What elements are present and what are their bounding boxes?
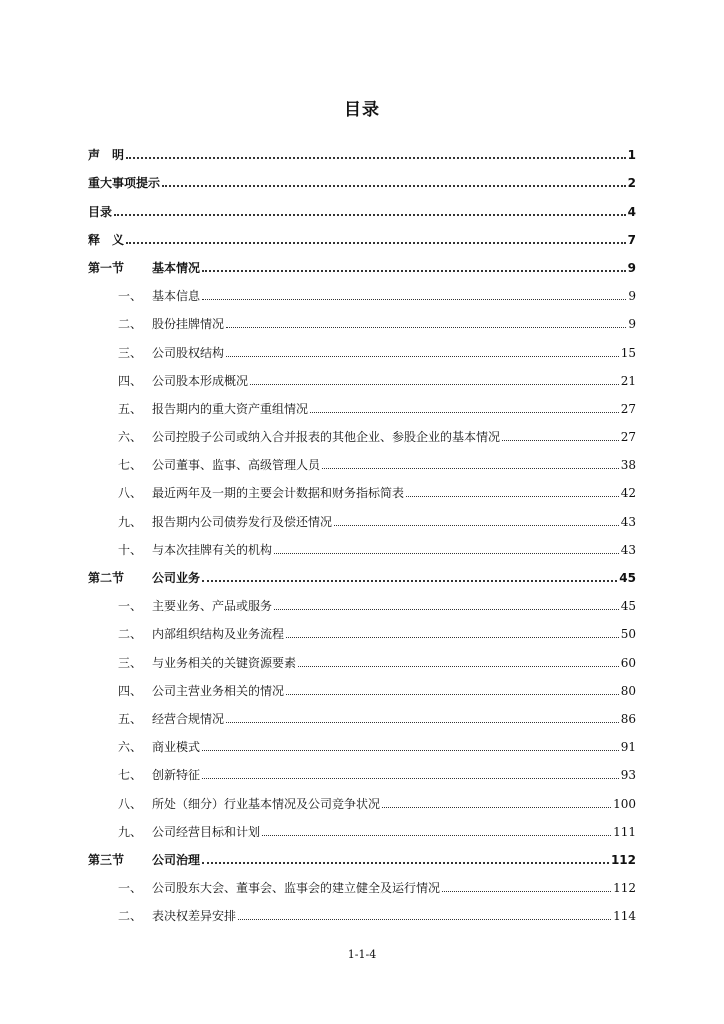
toc-entry-label: 公司股东大会、董事会、监事会的建立健全及运行情况 <box>152 881 441 896</box>
toc-entry-page-number: 7 <box>627 232 636 247</box>
dot-leader <box>202 862 609 864</box>
toc-entry-label: 声 明 <box>88 148 125 163</box>
toc-entry[interactable] <box>88 726 636 754</box>
toc-entry-number: 第三节 <box>88 852 125 867</box>
toc-entry-label: 与业务相关的关键资源要素 <box>152 655 297 670</box>
toc-entry-label: 表决权差异安排 <box>152 909 237 924</box>
toc-entry-label: 公司主营业务相关的情况 <box>152 683 285 698</box>
toc-entry[interactable] <box>88 500 636 528</box>
toc-entry-number: 九、 <box>118 824 143 839</box>
dot-leader <box>238 919 611 920</box>
toc-entry-label: 重大事项提示 <box>88 176 161 191</box>
toc-entry-page-number: 43 <box>620 542 636 557</box>
dot-leader <box>442 891 611 892</box>
toc-entry-page-number: 60 <box>620 655 636 670</box>
toc-entry-page-number: 21 <box>620 373 636 388</box>
toc-entry[interactable] <box>88 303 636 331</box>
toc-entry-page-number: 112 <box>610 852 636 867</box>
toc-entry[interactable] <box>88 670 636 698</box>
toc-entry-page-number: 93 <box>620 768 636 783</box>
dot-leader <box>202 299 626 300</box>
dot-leader <box>202 270 626 272</box>
toc-entry-number: 二、 <box>118 909 143 924</box>
toc-entry-number: 一、 <box>118 881 143 896</box>
toc-entry-label: 主要业务、产品或服务 <box>152 599 273 614</box>
dot-leader <box>202 580 617 582</box>
dot-leader <box>502 440 619 441</box>
dot-leader <box>382 807 611 808</box>
toc-entry[interactable] <box>88 388 636 416</box>
toc-entry[interactable] <box>88 613 636 641</box>
toc-entry-page-number: 15 <box>620 345 636 360</box>
toc-entry-page-number: 9 <box>628 289 636 304</box>
toc-entry-label: 创新特征 <box>152 768 201 783</box>
toc-entry[interactable] <box>88 219 636 247</box>
dot-leader <box>334 525 619 526</box>
toc-entry[interactable] <box>88 331 636 359</box>
dot-leader <box>286 637 619 638</box>
toc-entry[interactable] <box>88 134 636 162</box>
dot-leader <box>162 185 626 187</box>
toc-entry-number: 三、 <box>118 345 143 360</box>
toc-entry-number: 二、 <box>118 627 143 642</box>
toc-entry-page-number: 91 <box>620 740 636 755</box>
dot-leader <box>274 609 619 610</box>
toc-entry[interactable] <box>88 162 636 190</box>
toc-entry[interactable] <box>88 867 636 895</box>
toc-entry-number: 第二节 <box>88 571 125 585</box>
toc-entry-label: 股份挂牌情况 <box>152 317 225 332</box>
dot-leader <box>274 553 619 554</box>
toc-entry-page-number: 43 <box>620 514 636 529</box>
toc-entry-number: 二、 <box>118 317 143 332</box>
toc-entry-number: 八、 <box>118 796 143 811</box>
dot-leader <box>226 356 619 357</box>
toc-entry[interactable] <box>88 444 636 472</box>
toc-entry-page-number: 100 <box>613 796 636 811</box>
toc-entry-page-number: 27 <box>620 401 636 416</box>
dot-leader <box>310 412 619 413</box>
toc-entry[interactable] <box>88 557 636 585</box>
toc-entry-label: 所处（细分）行业基本情况及公司竞争状况 <box>152 796 381 811</box>
dot-leader <box>226 722 619 723</box>
toc-entry-label: 公司经营目标和计划 <box>152 824 261 839</box>
toc-entry-number: 八、 <box>118 486 143 501</box>
toc-entry[interactable] <box>88 529 636 557</box>
toc-entry-number: 六、 <box>118 740 143 755</box>
toc-entry[interactable] <box>88 754 636 782</box>
toc-entry-label: 公司控股子公司或纳入合并报表的其他企业、参股企业的基本情况 <box>152 430 501 445</box>
toc-entry-page-number: 2 <box>627 176 636 191</box>
dot-leader <box>286 694 619 695</box>
toc-entry-label: 基本信息 <box>152 289 201 304</box>
toc-entry-label: 商业模式 <box>152 740 201 755</box>
toc-entry-label: 公司治理 <box>152 852 201 867</box>
toc-entry-page-number: 45 <box>619 571 636 585</box>
dot-leader <box>202 778 619 779</box>
dot-leader <box>250 384 619 385</box>
toc-entry-number: 七、 <box>118 768 143 783</box>
toc-entry-number: 第一节 <box>88 260 125 275</box>
toc-entry-number: 一、 <box>118 599 143 614</box>
page-title: 目录 <box>344 100 380 120</box>
toc-entry-number: 九、 <box>118 514 143 529</box>
toc-entry[interactable] <box>88 275 636 303</box>
toc-entry-page-number: 27 <box>620 430 636 445</box>
toc-entry-page-number: 4 <box>627 204 636 219</box>
toc-entry-number: 四、 <box>118 373 143 388</box>
toc-entry-page-number: 1 <box>627 148 636 163</box>
toc-entry-page-number: 45 <box>620 599 636 614</box>
toc-entry-number: 三、 <box>118 655 143 670</box>
toc-entry-label: 公司股权结构 <box>152 345 225 360</box>
toc-entry-label: 基本情况 <box>152 260 201 275</box>
toc-entry-page-number: 38 <box>620 458 636 473</box>
table-of-contents <box>88 134 636 923</box>
dot-leader <box>202 750 619 751</box>
dot-leader <box>126 242 626 244</box>
toc-entry-page-number: 9 <box>628 317 636 332</box>
toc-entry[interactable] <box>88 472 636 500</box>
dot-leader <box>262 835 611 836</box>
toc-entry-number: 六、 <box>118 430 143 445</box>
toc-entry[interactable] <box>88 698 636 726</box>
toc-entry-number: 五、 <box>118 711 143 726</box>
dot-leader <box>126 157 626 159</box>
toc-entry-label: 最近两年及一期的主要会计数据和财务指标简表 <box>152 486 405 501</box>
toc-entry-label: 公司董事、监事、高级管理人员 <box>152 458 321 473</box>
toc-entry-number: 五、 <box>118 401 143 416</box>
toc-entry-label: 内部组织结构及业务流程 <box>152 627 285 642</box>
toc-entry-number: 七、 <box>118 458 143 473</box>
toc-entry-page-number: 42 <box>620 486 636 501</box>
toc-entry-number: 四、 <box>118 683 143 698</box>
dot-leader <box>114 214 626 216</box>
page-footer: 1-1-4 <box>347 948 377 961</box>
dot-leader <box>226 327 626 328</box>
toc-entry[interactable] <box>88 416 636 444</box>
dot-leader <box>406 496 619 497</box>
toc-entry-label: 释 义 <box>88 232 125 247</box>
toc-entry-label: 与本次挂牌有关的机构 <box>152 542 273 557</box>
toc-entry[interactable] <box>88 839 636 867</box>
toc-entry[interactable] <box>88 811 636 839</box>
dot-leader <box>298 666 619 667</box>
toc-entry-page-number: 114 <box>613 909 636 924</box>
toc-entry-page-number: 111 <box>613 824 636 839</box>
toc-entry[interactable] <box>88 190 636 218</box>
toc-entry-label: 公司业务 <box>152 571 201 585</box>
toc-entry-label: 公司股本形成概况 <box>152 373 249 388</box>
toc-entry-number: 一、 <box>118 289 143 304</box>
toc-entry[interactable] <box>88 360 636 388</box>
toc-entry-label: 报告期内公司债券发行及偿还情况 <box>152 514 333 529</box>
toc-entry-label: 目录 <box>88 204 113 219</box>
toc-entry[interactable] <box>88 782 636 810</box>
toc-entry-label: 经营合规情况 <box>152 711 225 726</box>
toc-entry[interactable] <box>88 895 636 923</box>
dot-leader <box>322 468 619 469</box>
toc-entry-page-number: 80 <box>620 683 636 698</box>
toc-entry-label: 报告期内的重大资产重组情况 <box>152 401 309 416</box>
toc-entry[interactable] <box>88 585 636 613</box>
toc-entry-number: 十、 <box>118 542 143 557</box>
toc-entry[interactable] <box>88 247 636 275</box>
toc-entry-page-number: 112 <box>613 881 636 896</box>
toc-entry[interactable] <box>88 641 636 669</box>
toc-entry-page-number: 9 <box>627 260 636 275</box>
toc-entry-page-number: 86 <box>620 711 636 726</box>
toc-entry-page-number: 50 <box>620 627 636 642</box>
